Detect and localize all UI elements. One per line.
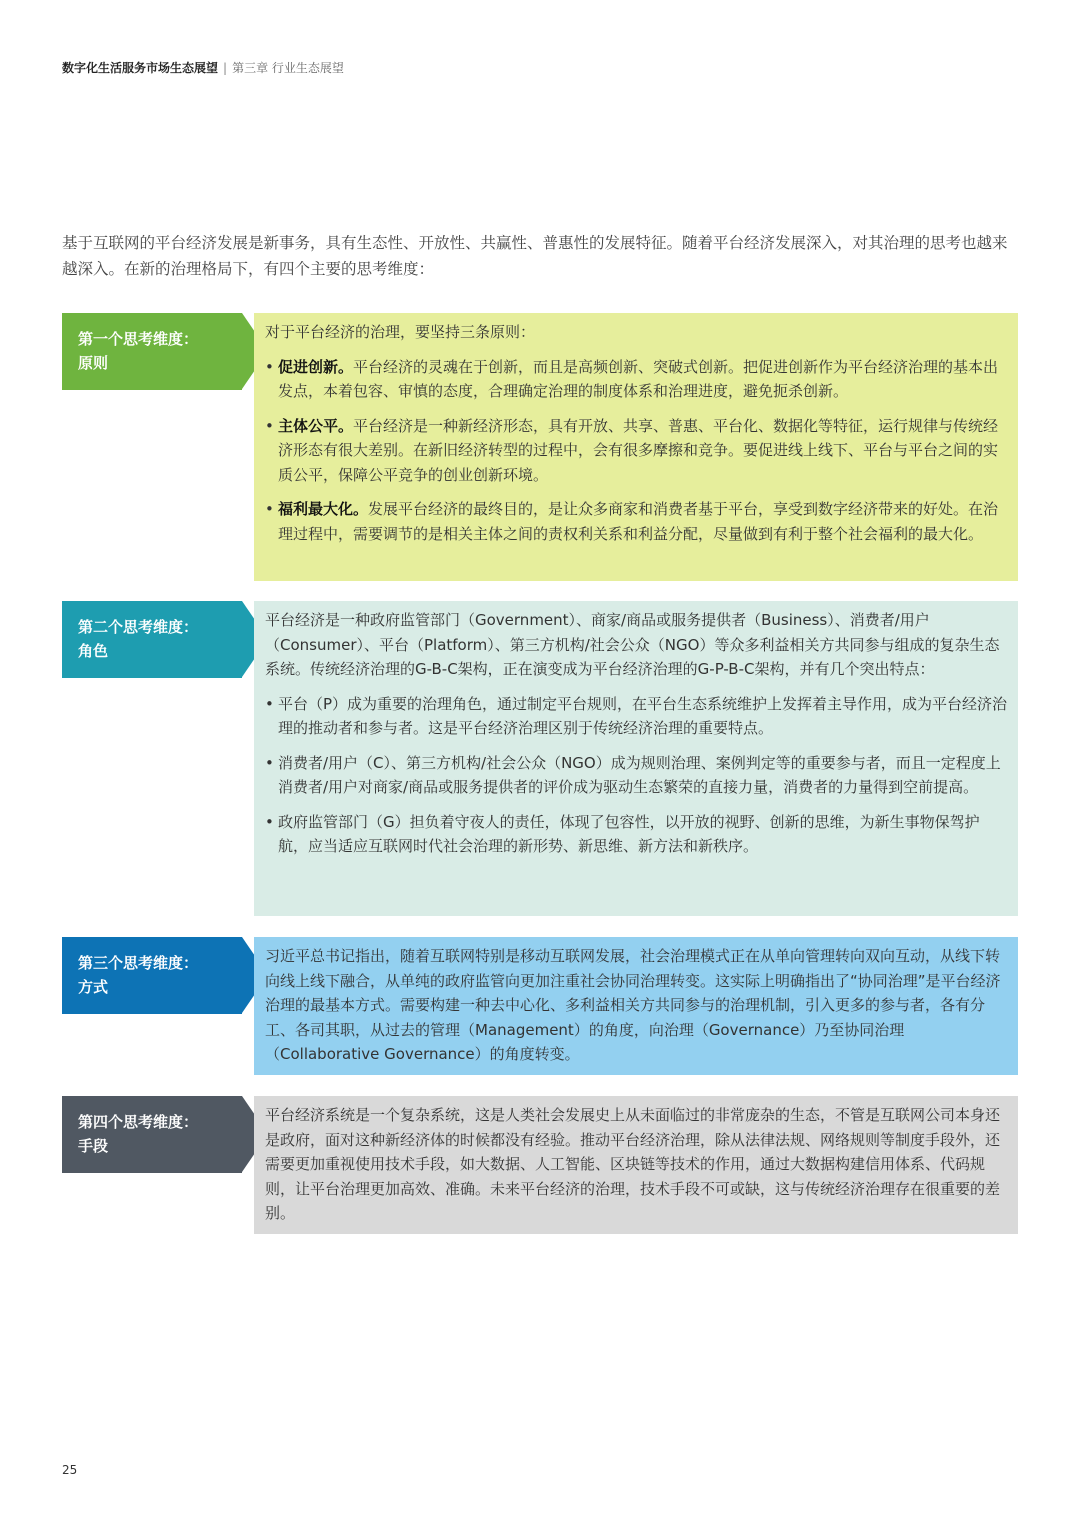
bullet-text: 发展平台经济的最终目的，是让众多商家和消费者基于平台，享受到数字经济带来的好处。在治理过程中，需要调节的是相关主体之间的责权利关系和利益分配，尽量做到有利于整个社会福利的最大化。 [278,500,999,543]
bullet-text: 平台经济的灵魂在于创新，而且是高频创新、突破式创新。把促进创新作为平台经济治理的基本出发点，本着包容、审慎的态度，合理确定治理的制度体系和治理进度，避免扼杀创新。 [278,357,999,400]
list-item [265,355,1008,404]
chapter-title: 第三章 行业生态展望 [232,61,344,75]
dimension-tag-number: 第三个思考维度： [78,954,199,972]
dimension-content [254,601,1018,916]
dimension-content [254,937,1018,1075]
dimension-tag-topic: 角色 [78,642,109,660]
list-item [265,497,1008,546]
dimension-lead: 习近平总书记指出，随着互联网特别是移动互联网发展，社会治理模式正在从单向管理转向双向互动，从线下转向线上线下融合，从单纯的政府监管向更加注重社会协同治理转变。这实际上明确指出了“协同治理”是平台经济治理的最基本方式。需要构建一种去中心化、多利益相关方共同参与的治理机制，引入更多的参与者，各有分工、各司其职，从过去的管理（Management）的角度，向治理（Governance）乃至协同治理（Collaborative Governance）的角度转变。 [265,947,1001,1063]
dimension-tag [62,313,242,390]
list-item: • 政府监管部门（G）担负着守夜人的责任，体现了包容性，以开放的视野、创新的思维，为新生事物保驾护航，应当适应互联网时代社会治理的新形势、新思维、新方法和新秩序。 [265,810,1008,859]
dimension-tag-topic: 原则 [78,354,109,372]
list-item [265,414,1008,488]
dimension-lead: 平台经济系统是一个复杂系统，这是人类社会发展史上从未面临过的非常庞杂的生态，不管是互联网公司本身还是政府，面对这种新经济体的时候都没有经验。推动平台经济治理，除从法律法规、网络规则等制度手段外，还需要更加重视使用技术手段，如大数据、人工智能、区块链等技术的作用，通过大数据构建信用体系、代码规则，让平台治理更加高效、准确。未来平台经济的治理，技术手段不可或缺，这与传统经济治理存在很重要的差别。 [265,1106,1001,1222]
report-title: 数字化生活服务市场生态展望 [62,61,219,75]
dimension-tag [62,937,242,1014]
dimension-tag [62,1096,242,1173]
header-separator: | [223,61,228,75]
dimension-tag-topic: 方式 [78,978,109,996]
running-header [62,60,344,76]
dimension-lead: 对于平台经济的治理，要坚持三条原则： [265,323,536,341]
dimension-content [254,1096,1018,1234]
list-item: • 消费者/用户（C）、第三方机构/社会公众（NGO）成为规则治理、案例判定等的重要参与者，而且一定程度上消费者/用户对商家/商品或服务提供者的评价成为驱动生态繁荣的直接力量，消费者的力量得到空前提高。 [265,751,1008,800]
dimension-tag-topic: 手段 [78,1137,109,1155]
dimension-content [254,313,1018,581]
list-item: • 平台（P）成为重要的治理角色，通过制定平台规则，在平台生态系统维护上发挥着主导作用，成为平台经济治理的推动者和参与者。这是平台经济治理区别于传统经济治理的重要特点。 [265,692,1008,741]
dimension-tag-number: 第一个思考维度： [78,330,199,348]
bullet-heading: 福利最大化。 [278,500,369,518]
dimension-tag [62,601,242,678]
dimension-lead: 平台经济是一种政府监管部门（Government）、商家/商品或服务提供者（Business）、消费者/用户（Consumer）、平台（Platform）、第三方机构/社会公众（NGO）等众多利益相关方共同参与组成的复杂生态系统。传统经济治理的G-B-C架构，正在演变成为平台经济治理的G-P-B-C架构，并有几个突出特点： [265,611,1000,678]
bullet-text: 平台经济是一种新经济形态，具有开放、共享、普惠、平台化、数据化等特征，运行规律与传统经济形态有很大差别。在新旧经济转型的过程中，会有很多摩擦和竞争。要促进线上线下、平台与平台之间的实质公平，保障公平竞争的创业创新环境。 [278,416,999,484]
page-number: 25 [62,1463,78,1477]
dimension-tag-number: 第四个思考维度： [78,1113,199,1131]
bullet-heading: 促进创新。 [278,357,354,376]
bullet-heading: 主体公平。 [278,416,354,435]
intro-paragraph: 基于互联网的平台经济发展是新事务，具有生态性、开放性、共赢性、普惠性的发展特征。随着平台经济发展深入，对其治理的思考也越来越深入。在新的治理格局下，有四个主要的思考维度： [62,234,1008,278]
dimension-tag-number: 第二个思考维度： [78,618,199,636]
